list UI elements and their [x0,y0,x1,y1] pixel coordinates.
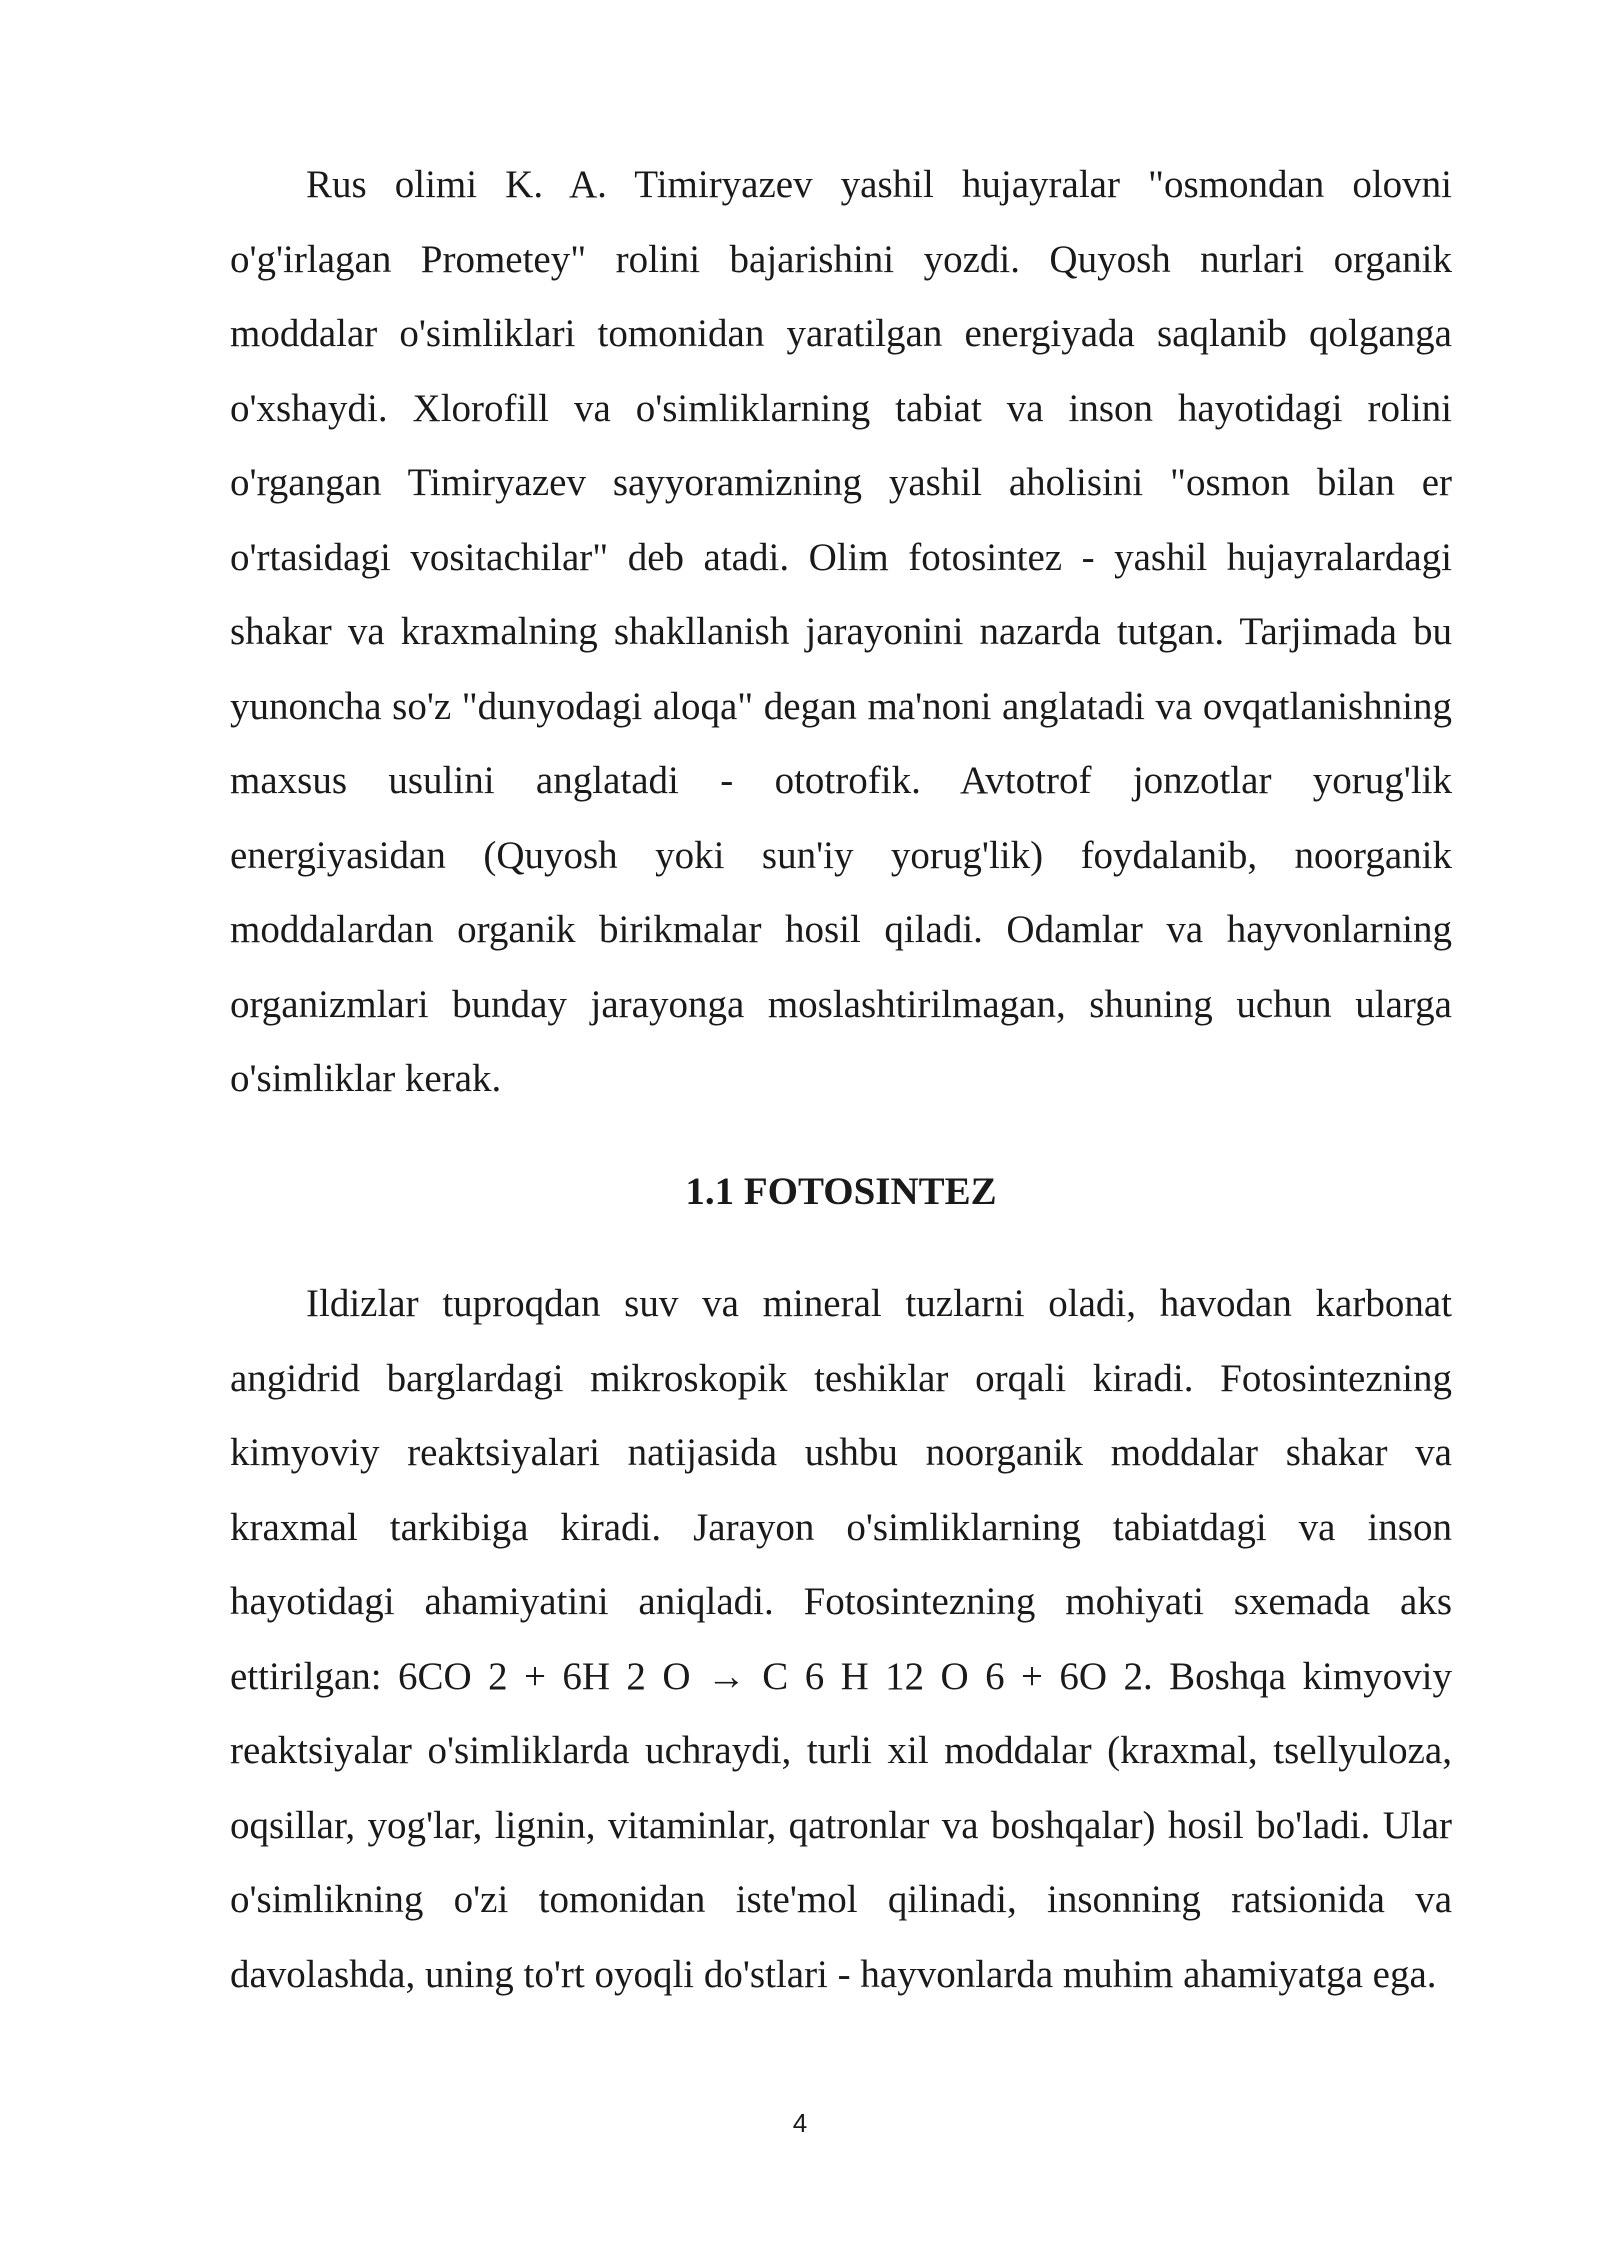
page-number: 4 [792,2108,808,2138]
page-content [230,148,1452,2012]
paragraph-intro: Rus olimi K. A. Timiryazev yashil hujayralar "osmondan olovni o'g'irlagan Prometey" rolini bajarishini yozdi. Quyosh nurlari organik moddalar o'simliklari tomonidan yaratilgan energiyada saqlanib qolganga o'xshaydi. Xlorofill va o'simliklarning tabiat va inson hayotidagi rolini o'rgangan Timiryazev sayyoramizning yashil aholisini "osmon bilan er o'rtasidagi vositachilar" deb atadi. Olim fotosintez - yashil hujayralardagi shakar va kraxmalning shakllanish jarayonini nazarda tutgan. Tarjimada bu yunoncha so'z "dunyodagi aloqa" degan ma'noni anglatadi va ovqatlanishning maxsus usulini anglatadi - ototrofik. Avtotrof jonzotlar yorug'lik energiyasidan (Quyosh yoki sun'iy yorug'lik) foydalanib, noorganik moddalardan organik birikmalar hosil qiladi. Odamlar va hayvonlarning organizmlari bunday jarayonga moslashtirilmagan, shuning uchun ularga o'simliklar kerak. [230,163,1452,1100]
section-heading: 1.1 FOTOSINTEZ [685,1169,997,1213]
paragraph-photosynthesis: Ildizlar tuproqdan suv va mineral tuzlarni oladi, havodan karbonat angidrid barglardagi mikroskopik teshiklar orqali kiradi. Fotosintezning kimyoviy reaktsiyalari natijasida ushbu noorganik moddalar shakar va kraxmal tarkibiga kiradi. Jarayon o'simliklarning tabiatdagi va inson hayotidagi ahamiyatini aniqladi. Fotosintezning mohiyati sxemada aks ettirilgan: 6CO 2 + 6H 2 O → C 6 H 12 O 6 + 6O 2. Boshqa kimyoviy reaktsiyalar o'simliklarda uchraydi, turli xil moddalar (kraxmal, tsellyuloza, oqsillar, yog'lar, lignin, vitaminlar, qatronlar va boshqalar) hosil bo'ladi. Ular o'simlikning o'zi tomonidan iste'mol qilinadi, insonning ratsionida va davolashda, uning to'rt oyoqli do'stlari - hayvonlarda muhim ahamiyatga ega. [230,1282,1452,1996]
